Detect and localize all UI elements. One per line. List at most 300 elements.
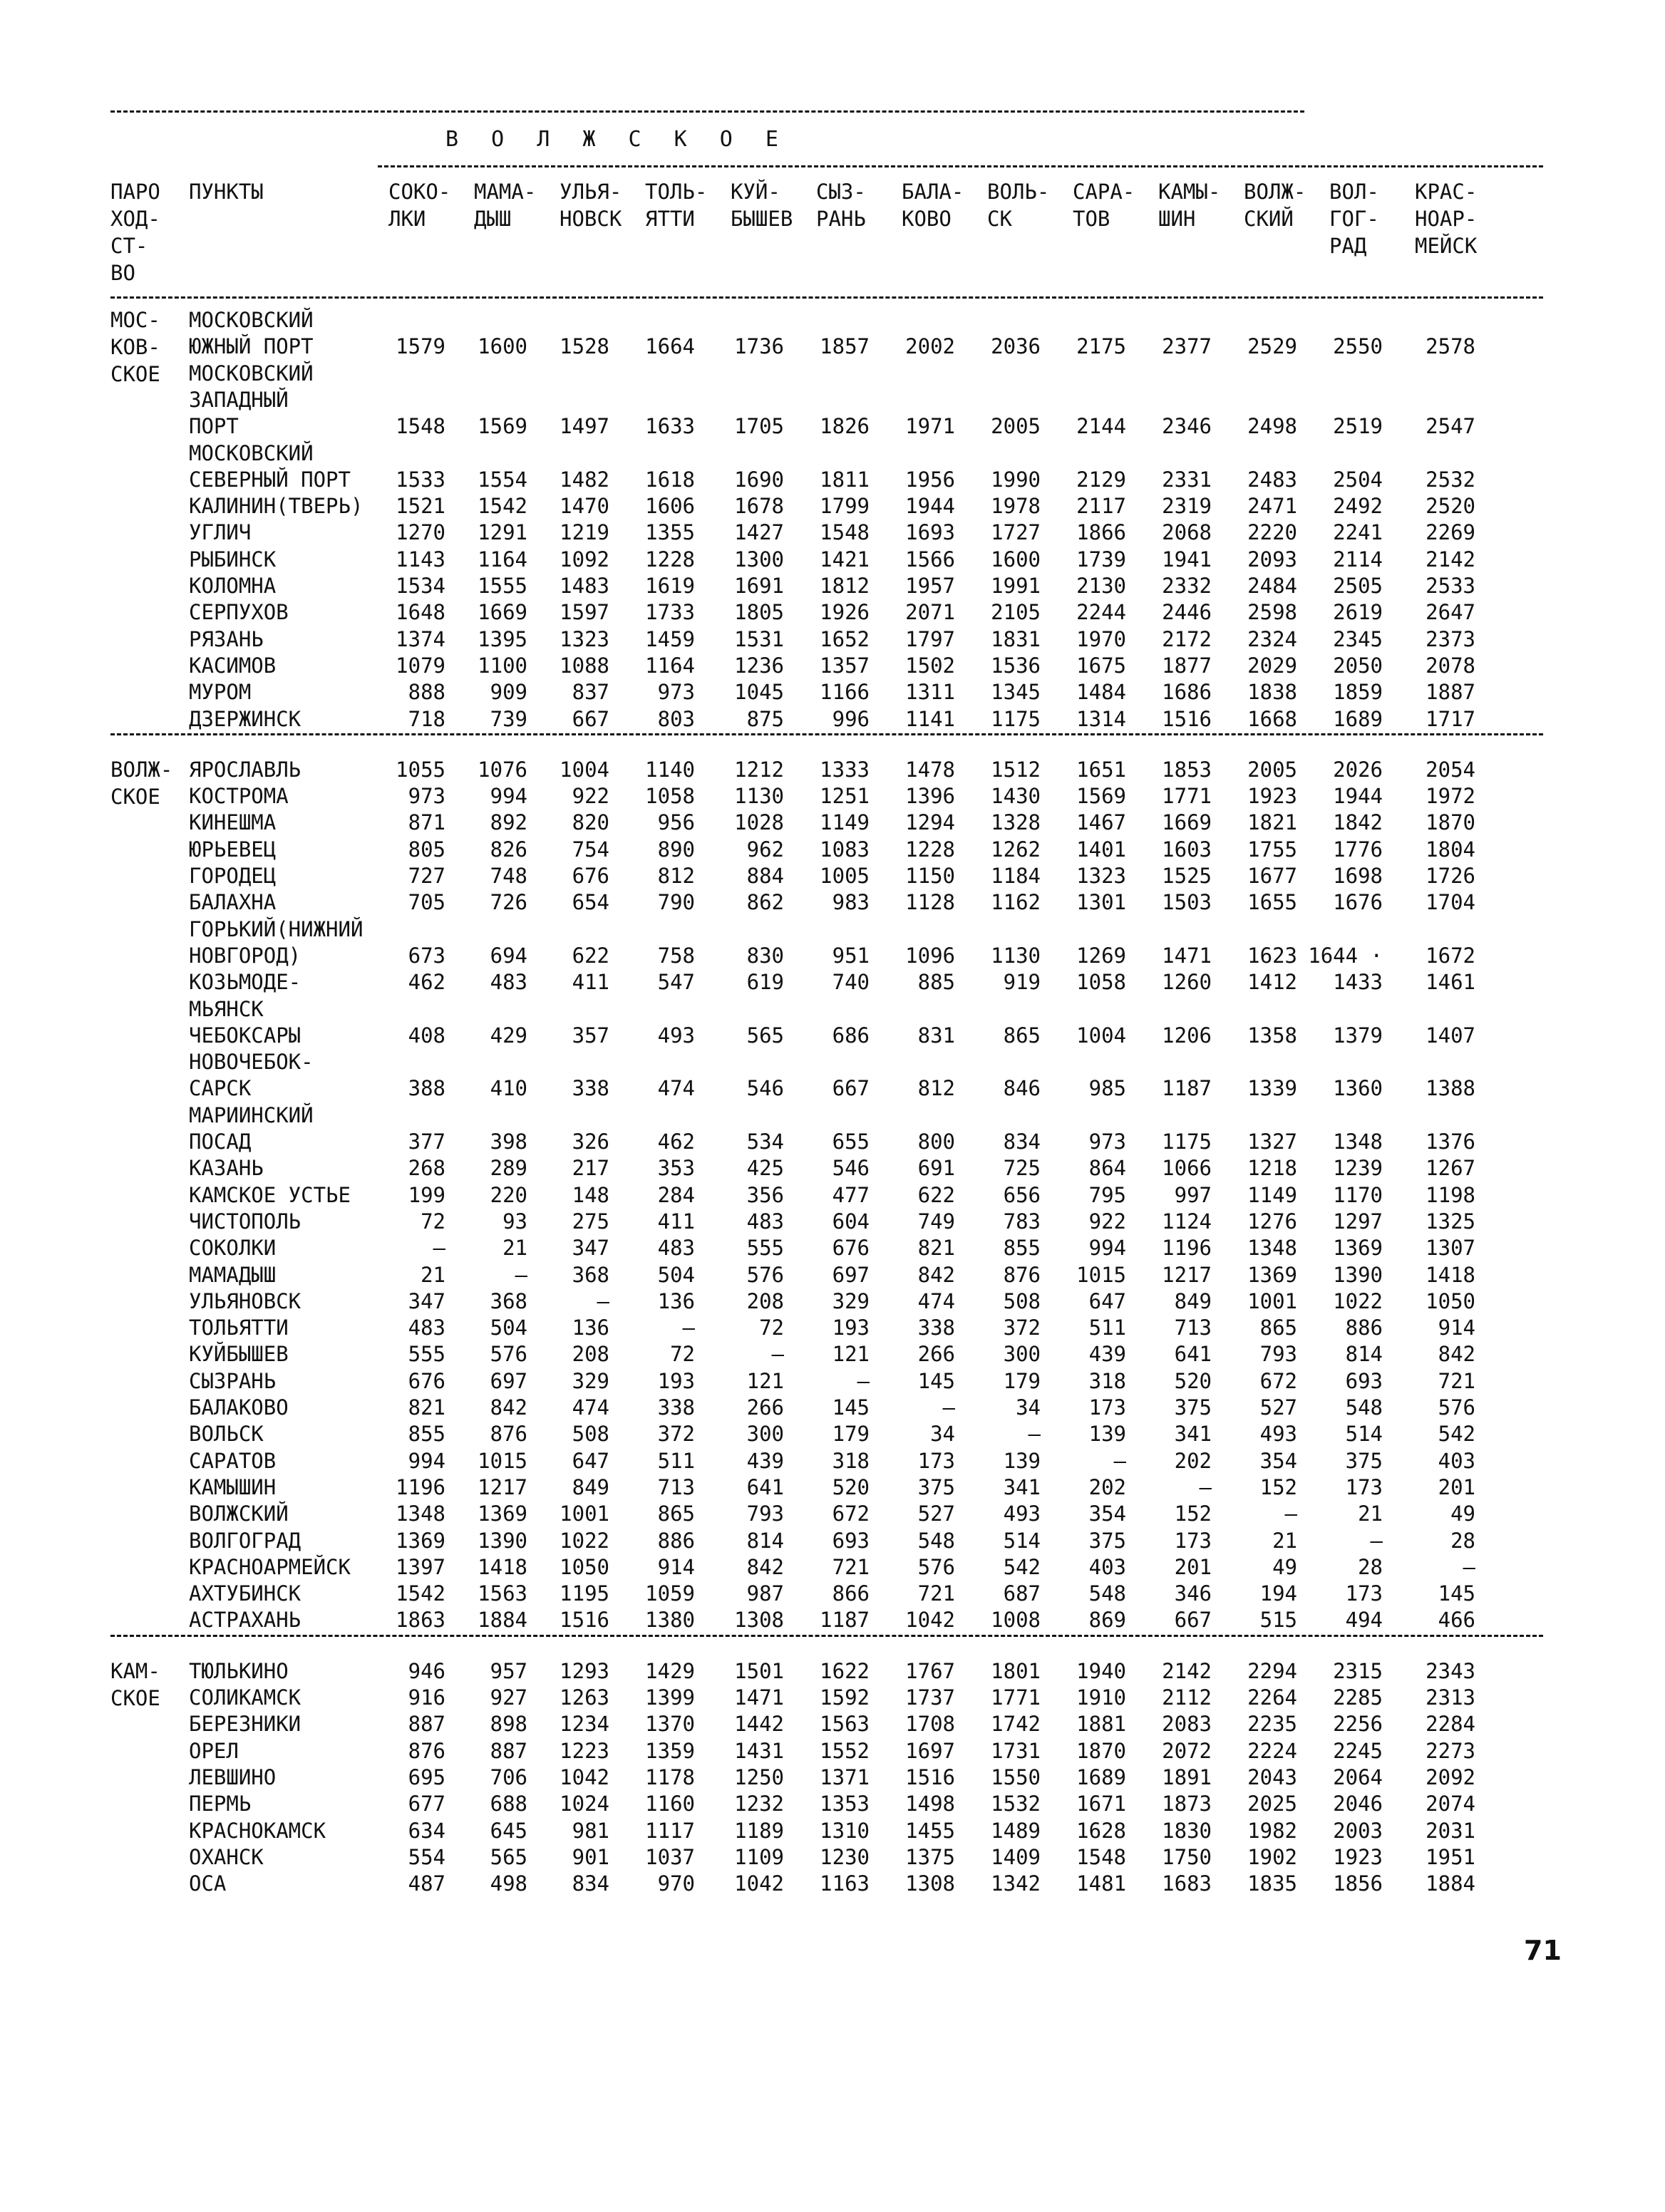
distance-cell: 555	[746, 1236, 784, 1261]
distance-cell: 2550	[1333, 334, 1383, 359]
distance-cell: 2036	[991, 334, 1041, 359]
distance-cell: 462	[657, 1130, 695, 1154]
distance-cell: 1990	[991, 467, 1041, 492]
distance-cell: 2002	[905, 334, 955, 359]
point-name: ЧИСТОПОЛЬ	[189, 1209, 301, 1234]
distance-cell: 555	[408, 1342, 445, 1367]
distance-cell: 474	[572, 1395, 609, 1420]
distance-cell: 1433	[1333, 970, 1383, 995]
distance-cell: 49	[1272, 1554, 1297, 1579]
distance-cell: 547	[657, 970, 695, 995]
distance-cell: 1164	[478, 547, 527, 572]
distance-cell: 466	[1438, 1608, 1475, 1633]
distance-cell: 864	[1088, 1156, 1126, 1181]
distance-cell: 1531	[734, 626, 784, 651]
distance-cell: 1175	[991, 706, 1041, 731]
distance-cell: 411	[572, 970, 609, 995]
distance-cell: 727	[408, 864, 445, 888]
distance-cell: 748	[490, 864, 527, 888]
point-name: ГОРЬКИЙ(НИЖНИЙ	[189, 916, 364, 941]
distance-cell: 347	[572, 1236, 609, 1261]
distance-cell: 1217	[1162, 1262, 1212, 1287]
distance-cell: 1771	[991, 1685, 1041, 1710]
distance-cell: 1015	[478, 1448, 527, 1473]
distance-cell: 2105	[991, 600, 1041, 625]
point-name: КАЗАНЬ	[189, 1156, 264, 1181]
distance-cell: 1669	[478, 600, 527, 625]
distance-cell: 494	[1345, 1608, 1383, 1633]
point-name: ТЮЛЬКИНО	[189, 1658, 289, 1683]
distance-cell: 1891	[1162, 1764, 1212, 1789]
distance-cell: 268	[408, 1156, 445, 1181]
distance-cell: 300	[1003, 1342, 1041, 1367]
distance-cell: 173	[917, 1448, 955, 1473]
distance-cell: 1149	[1247, 1182, 1297, 1207]
distance-cell: 21	[421, 1262, 445, 1287]
section-label: КАМ- СКОЕ	[110, 1658, 160, 1710]
distance-cell: 266	[746, 1395, 784, 1420]
distance-cell: 1563	[820, 1712, 870, 1737]
distance-cell: 1162	[991, 890, 1041, 915]
point-name: КАСИМОВ	[189, 653, 277, 678]
distance-cell: 193	[657, 1368, 695, 1393]
distance-cell: 199	[408, 1182, 445, 1207]
column-header: САРА- ТОВ	[1073, 180, 1135, 231]
point-name: КАЛИНИН(ТВЕРЬ)	[189, 494, 364, 519]
distance-cell: 2064	[1333, 1764, 1383, 1789]
distance-cell: 1972	[1426, 784, 1475, 809]
distance-cell: 2144	[1076, 414, 1126, 439]
distance-cell: 634	[408, 1818, 445, 1843]
distance-cell: 834	[1003, 1130, 1041, 1154]
distance-cell: 2313	[1426, 1685, 1475, 1710]
distance-cell: 790	[657, 890, 695, 915]
distance-cell: 2031	[1426, 1818, 1475, 1843]
distance-cell: 1130	[991, 943, 1041, 968]
distance-cell: 994	[490, 784, 527, 809]
distance-cell: 1418	[1426, 1262, 1475, 1287]
distance-cell: 1388	[1426, 1076, 1475, 1101]
distance-cell: 338	[657, 1395, 695, 1420]
point-name: СОКОЛКИ	[189, 1236, 277, 1261]
distance-cell: 1369	[478, 1502, 527, 1526]
distance-cell: 901	[572, 1844, 609, 1869]
distance-cell: 504	[657, 1262, 695, 1287]
distance-cell: 693	[1345, 1368, 1383, 1393]
distance-cell: 1276	[1247, 1209, 1297, 1234]
distance-cell: 987	[746, 1581, 784, 1606]
distance-cell: 713	[657, 1474, 695, 1499]
distance-cell: 341	[1174, 1422, 1212, 1447]
distance-cell: 34	[1016, 1395, 1041, 1420]
distance-cell: 1058	[645, 784, 695, 809]
distance-cell: 1092	[560, 547, 609, 572]
distance-cell: 1750	[1162, 1844, 1212, 1869]
distance-cell: 1542	[396, 1581, 445, 1606]
distance-cell: 1353	[820, 1792, 870, 1816]
distance-cell: 676	[832, 1236, 870, 1261]
distance-cell: 2220	[1247, 520, 1297, 545]
point-name: БАЛАХНА	[189, 890, 277, 915]
distance-cell: 888	[408, 680, 445, 705]
distance-cell: 439	[1088, 1342, 1126, 1367]
point-name: КРАСНОКАМСК	[189, 1818, 326, 1843]
distance-cell: 1982	[1247, 1818, 1297, 1843]
distance-cell: 145	[1438, 1581, 1475, 1606]
distance-cell: 1412	[1247, 970, 1297, 995]
point-name: ПОРТ	[189, 414, 239, 439]
distance-cell: 1083	[820, 837, 870, 862]
distance-cell: 548	[1088, 1581, 1126, 1606]
distance-cell: 875	[746, 706, 784, 731]
distance-cell: 1427	[734, 520, 784, 545]
distance-cell: 1308	[905, 1871, 955, 1896]
distance-cell: 898	[490, 1712, 527, 1737]
distance-cell: 2244	[1076, 600, 1126, 625]
distance-cell: 1569	[478, 414, 527, 439]
distance-cell: 1579	[396, 334, 445, 359]
distance-cell: 1866	[1076, 520, 1126, 545]
distance-cell: 1055	[396, 757, 445, 782]
distance-cell: 1196	[396, 1474, 445, 1499]
distance-cell: 2078	[1426, 653, 1475, 678]
distance-cell: 1045	[734, 680, 784, 705]
distance-cell: 862	[746, 890, 784, 915]
point-name: САРСК	[189, 1076, 252, 1101]
distance-cell: 1117	[645, 1818, 695, 1843]
distance-cell: 994	[1088, 1236, 1126, 1261]
distance-cell: 576	[917, 1554, 955, 1579]
distance-cell: 493	[1259, 1422, 1297, 1447]
distance-cell: 1957	[905, 574, 955, 598]
distance-cell: 318	[832, 1448, 870, 1473]
distance-cell: 1291	[478, 520, 527, 545]
distance-cell: 2068	[1162, 520, 1212, 545]
distance-cell: 145	[917, 1368, 955, 1393]
distance-cell: –	[1199, 1474, 1212, 1499]
distance-cell: 2046	[1333, 1792, 1383, 1816]
distance-cell: 1481	[1076, 1871, 1126, 1896]
group-rule	[378, 165, 1543, 167]
distance-cell: 1550	[991, 1764, 1041, 1789]
distance-cell: 1628	[1076, 1818, 1126, 1843]
distance-cell: 1223	[560, 1738, 609, 1763]
distance-cell: 2112	[1162, 1685, 1212, 1710]
distance-cell: 93	[502, 1209, 527, 1234]
distance-cell: 985	[1088, 1076, 1126, 1101]
distance-cell: 439	[746, 1448, 784, 1473]
column-header: МАМА- ДЫШ	[474, 180, 537, 231]
distance-cell: 667	[832, 1076, 870, 1101]
distance-cell: 749	[917, 1209, 955, 1234]
distance-cell: 1325	[1426, 1209, 1475, 1234]
point-name: ОРЕЛ	[189, 1738, 239, 1763]
distance-cell: 2504	[1333, 467, 1383, 492]
distance-cell: 1370	[645, 1712, 695, 1737]
distance-cell: 1831	[991, 626, 1041, 651]
point-name: КАМСКОЕ УСТЬЕ	[189, 1182, 351, 1207]
distance-cell: 520	[832, 1474, 870, 1499]
distance-cell: 527	[1259, 1395, 1297, 1420]
distance-cell: 1297	[1333, 1209, 1383, 1234]
distance-cell: 1651	[1076, 757, 1126, 782]
distance-cell: 1369	[396, 1528, 445, 1553]
column-header: ВОЛЬ- СК	[987, 180, 1050, 231]
distance-cell: 202	[1174, 1448, 1212, 1473]
distance-cell: 504	[490, 1316, 527, 1340]
distance-cell: 865	[1003, 1023, 1041, 1048]
distance-cell: 2245	[1333, 1738, 1383, 1763]
distance-cell: 1314	[1076, 706, 1126, 731]
distance-cell: 1269	[1076, 943, 1126, 968]
distance-cell: 1484	[1076, 680, 1126, 705]
distance-cell: 1100	[478, 653, 527, 678]
distance-cell: 725	[1003, 1156, 1041, 1181]
header-parokhodstvo: ПАРО ХОД- СТ- ВО	[110, 180, 160, 285]
distance-cell: 1525	[1162, 864, 1212, 888]
distance-cell: 706	[490, 1764, 527, 1789]
distance-cell: 885	[917, 970, 955, 995]
distance-cell: 1597	[560, 600, 609, 625]
distance-cell: 2319	[1162, 494, 1212, 519]
distance-cell: 1902	[1247, 1844, 1297, 1869]
distance-cell: 1689	[1076, 1764, 1126, 1789]
distance-cell: 876	[1003, 1262, 1041, 1287]
distance-cell: 1592	[820, 1685, 870, 1710]
distance-cell: 388	[408, 1076, 445, 1101]
distance-cell: 1001	[1247, 1288, 1297, 1313]
distance-cell: 202	[1088, 1474, 1126, 1499]
point-name: ДЗЕРЖИНСК	[189, 706, 301, 731]
distance-cell: 139	[1003, 1448, 1041, 1473]
distance-cell: 1805	[734, 600, 784, 625]
distance-cell: 1923	[1247, 784, 1297, 809]
distance-cell: 338	[572, 1076, 609, 1101]
distance-cell: 837	[572, 680, 609, 705]
distance-cell: 217	[572, 1156, 609, 1181]
distance-cell: –	[1370, 1528, 1383, 1553]
point-name: АСТРАХАНЬ	[189, 1608, 301, 1633]
column-header: СЫЗ- РАНЬ	[816, 180, 866, 231]
distance-cell: 1170	[1333, 1182, 1383, 1207]
distance-cell: 922	[1088, 1209, 1126, 1234]
distance-cell: 1739	[1076, 547, 1126, 572]
distance-cell: 565	[490, 1844, 527, 1869]
distance-cell: 2343	[1426, 1658, 1475, 1683]
distance-cell: 1228	[645, 547, 695, 572]
distance-cell: 1217	[478, 1474, 527, 1499]
distance-cell: 1971	[905, 414, 955, 439]
distance-cell: 2050	[1333, 653, 1383, 678]
distance-cell: 927	[490, 1685, 527, 1710]
distance-cell: 347	[408, 1288, 445, 1313]
distance-cell: 1516	[1162, 706, 1212, 731]
column-header: БАЛА- КОВО	[902, 180, 964, 231]
point-name: МОСКОВСКИЙ	[189, 361, 314, 386]
point-name: ОСА	[189, 1871, 227, 1896]
distance-cell: 1536	[991, 653, 1041, 678]
distance-cell: 2331	[1162, 467, 1212, 492]
distance-cell: 318	[1088, 1368, 1126, 1393]
distance-cell: 1140	[645, 757, 695, 782]
distance-cell: 1130	[734, 784, 784, 809]
distance-cell: 1369	[1247, 1262, 1297, 1287]
distance-cell: 1301	[1076, 890, 1126, 915]
distance-cell: 21	[1272, 1528, 1297, 1553]
distance-cell: 1991	[991, 574, 1041, 598]
point-name: СОЛИКАМСК	[189, 1685, 301, 1710]
distance-cell: 139	[1088, 1422, 1126, 1447]
distance-cell: 812	[917, 1076, 955, 1101]
distance-cell: 1801	[991, 1658, 1041, 1683]
distance-cell: 1923	[1333, 1844, 1383, 1869]
distance-cell: 1606	[645, 494, 695, 519]
distance-cell: 1644 ·	[1308, 943, 1383, 968]
distance-cell: 1655	[1247, 890, 1297, 915]
distance-cell: 375	[1174, 1395, 1212, 1420]
distance-cell: 1755	[1247, 837, 1297, 862]
distance-cell: 2483	[1247, 467, 1297, 492]
distance-cell: 1698	[1333, 864, 1383, 888]
distance-cell: 1358	[1247, 1023, 1297, 1048]
distance-cell: 922	[572, 784, 609, 809]
distance-cell: 565	[746, 1023, 784, 1048]
distance-cell: 1675	[1076, 653, 1126, 678]
distance-cell: 208	[746, 1288, 784, 1313]
distance-cell: 2446	[1162, 600, 1212, 625]
distance-cell: 812	[657, 864, 695, 888]
distance-cell: 403	[1088, 1554, 1126, 1579]
distance-cell: 1881	[1076, 1712, 1126, 1737]
distance-cell: 887	[490, 1738, 527, 1763]
distance-cell: –	[515, 1262, 527, 1287]
distance-cell: –	[1028, 1422, 1041, 1447]
distance-cell: 783	[1003, 1209, 1041, 1234]
distance-cell: 2332	[1162, 574, 1212, 598]
header-rule	[110, 296, 1543, 299]
distance-cell: 1232	[734, 1792, 784, 1816]
distance-cell: 604	[832, 1209, 870, 1234]
distance-cell: 693	[832, 1528, 870, 1553]
distance-cell: 1856	[1333, 1871, 1383, 1896]
distance-cell: 909	[490, 680, 527, 705]
distance-cell: 1956	[905, 467, 955, 492]
distance-cell: 1569	[1076, 784, 1126, 809]
distance-cell: 1470	[560, 494, 609, 519]
distance-cell: 2532	[1426, 467, 1475, 492]
point-name: МАРИИНСКИЙ	[189, 1102, 314, 1127]
point-name: КОСТРОМА	[189, 784, 289, 809]
distance-cell: 372	[1003, 1316, 1041, 1340]
distance-cell: 1022	[1333, 1288, 1383, 1313]
point-name: БЕРЕЗНИКИ	[189, 1712, 301, 1737]
distance-cell: 346	[1174, 1581, 1212, 1606]
distance-cell: 1528	[560, 334, 609, 359]
distance-cell: 1375	[905, 1844, 955, 1869]
distance-cell: 514	[1345, 1422, 1383, 1447]
point-name: КОЗЬМОДЕ-	[189, 970, 301, 995]
distance-cell: 375	[917, 1474, 955, 1499]
distance-cell: –	[1463, 1554, 1475, 1579]
distance-cell: 121	[832, 1342, 870, 1367]
point-name: МАМАДЫШ	[189, 1262, 277, 1287]
distance-cell: 1376	[1426, 1130, 1475, 1154]
distance-cell: 2345	[1333, 626, 1383, 651]
distance-cell: 1260	[1162, 970, 1212, 995]
distance-cell: 1088	[560, 653, 609, 678]
distance-cell: 1212	[734, 757, 784, 782]
distance-cell: 201	[1438, 1474, 1475, 1499]
distance-cell: 849	[572, 1474, 609, 1499]
distance-cell: 1811	[820, 467, 870, 492]
distance-cell: 477	[832, 1182, 870, 1207]
distance-cell: 983	[832, 890, 870, 915]
distance-cell: 357	[572, 1023, 609, 1048]
distance-cell: 821	[917, 1236, 955, 1261]
distance-cell: 1357	[820, 653, 870, 678]
distance-cell: 2025	[1247, 1792, 1297, 1816]
distance-cell: 1150	[905, 864, 955, 888]
distance-cell: 2129	[1076, 467, 1126, 492]
distance-cell: 1478	[905, 757, 955, 782]
distance-cell: 916	[408, 1685, 445, 1710]
distance-cell: 1676	[1333, 890, 1383, 915]
point-name: ВОЛГОГРАД	[189, 1528, 301, 1553]
point-name: ВОЛЬСК	[189, 1422, 264, 1447]
distance-cell: 1004	[1076, 1023, 1126, 1048]
distance-cell: 1533	[396, 467, 445, 492]
distance-cell: 1797	[905, 626, 955, 651]
point-name: КИНЕШМА	[189, 810, 277, 835]
distance-cell: 1455	[905, 1818, 955, 1843]
distance-cell: 673	[408, 943, 445, 968]
distance-cell: 721	[832, 1554, 870, 1579]
distance-cell: 1677	[1247, 864, 1297, 888]
distance-cell: 1600	[991, 547, 1041, 572]
distance-cell: 1502	[905, 653, 955, 678]
distance-cell: 34	[930, 1422, 955, 1447]
top-rule	[110, 110, 1304, 113]
distance-cell: 1501	[734, 1658, 784, 1683]
distance-cell: 884	[746, 864, 784, 888]
distance-cell: 148	[572, 1182, 609, 1207]
distance-cell: 1489	[991, 1818, 1041, 1843]
distance-cell: 803	[657, 706, 695, 731]
distance-cell: 353	[657, 1156, 695, 1181]
distance-cell: 1548	[1076, 1844, 1126, 1869]
distance-cell: 474	[917, 1288, 955, 1313]
distance-cell: 2172	[1162, 626, 1212, 651]
distance-cell: 1348	[1247, 1236, 1297, 1261]
distance-cell: 1228	[905, 837, 955, 862]
distance-cell: 1482	[560, 467, 609, 492]
distance-cell: 511	[1088, 1316, 1126, 1340]
point-name: УГЛИЧ	[189, 520, 252, 545]
distance-cell: 1310	[820, 1818, 870, 1843]
distance-cell: 1390	[1333, 1262, 1383, 1287]
distance-cell: 2505	[1333, 574, 1383, 598]
group-title: В О Л Ж С К О Е	[445, 127, 788, 152]
distance-cell: 956	[657, 810, 695, 835]
distance-cell: 687	[1003, 1581, 1041, 1606]
distance-cell: 1873	[1162, 1792, 1212, 1816]
point-name: АХТУБИНСК	[189, 1581, 301, 1606]
distance-cell: 2142	[1426, 547, 1475, 572]
distance-cell: 1821	[1247, 810, 1297, 835]
distance-cell: 814	[1345, 1342, 1383, 1367]
distance-cell: 1884	[1426, 1871, 1475, 1896]
distance-cell: 869	[1088, 1608, 1126, 1633]
